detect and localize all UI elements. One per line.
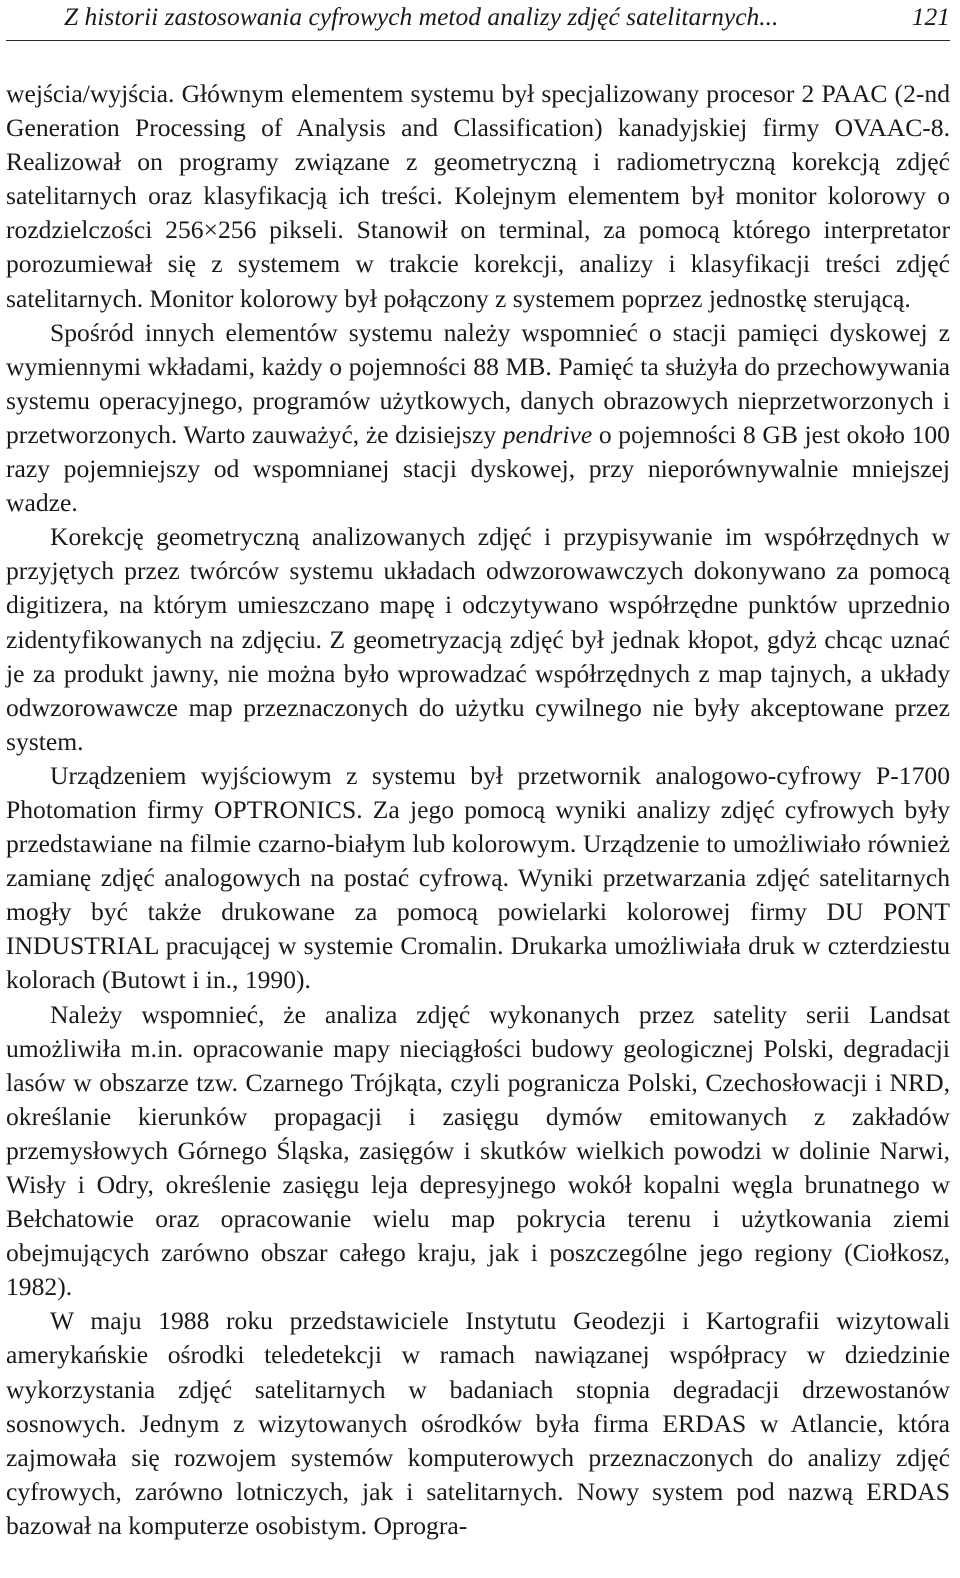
book-page (6, 0, 950, 1543)
page-number: 121 (911, 2, 950, 31)
paragraph-2-text: Spośród innych elementów systemu należy wspomnieć o stacji pamięci dyskowej z wymiennymi wkładami, każdy o pojemności 88 MB. Pamięć ta służyła do przechowywania systemu operacyjnego, programów użytkowych, danych obrazowych nieprzetworzonych i przetworzonych. Warto zauważyć, że dzisiejszy (6, 317, 950, 449)
paragraph-2-tail: o pojemności 8 GB jest około 100 razy pojemniejszy od wspomnianej stacji dyskowej, przy nieporównywalnie mniejszej wadze. (6, 419, 950, 518)
paragraph-1: wejścia/wyjścia. Głównym elementem systemu był specjalizowany procesor 2 PAAC (2-nd Generation Processing of Analysis and Classification) kanadyjskiej firmy OVAAC-8. Realizował on programy związane z geometryczną i radiometryczną korekcją zdjęć satelitarnych oraz klasyfikacją ich treści. Kolejnym elementem był monitor kolorowy o rozdzielczości 256×256 pikseli. Stanowił on terminal, za pomocą którego interpretator porozumiewał się z systemem w trakcie korekcji, analizy i klasyfikacji treści zdjęć satelitarnych. Monitor kolorowy był połączony z systemem poprzez jednostkę sterującą. (6, 79, 950, 313)
paragraph-4: Urządzeniem wyjściowym z systemu był przetwornik analogowo-cyfrowy P-1700 Photomation firmy OPTRONICS. Za jego pomocą wyniki analizy zdjęć cyfrowych były przedstawiane na filmie czarno-białym lub kolorowym. Urządzenie to umożliwiało również zamianę zdjęć analogowych na postać cyfrową. Wyniki przetwarzania zdjęć satelitarnych mogły być także drukowane za pomocą powielarki kolorowej firmy DU PONT INDUSTRIAL pracującej w systemie Cromalin. Drukarka umożliwiała druk w czterdziestu kolorach (Butowt i in., 1990). (6, 760, 950, 995)
paragraph-6: W maju 1988 roku przedstawiciele Instytutu Geodezji i Kartografii wizytowali amerykańskie ośrodki teledetekcji w ramach nawiązanej współpracy w dziedzinie wykorzystania zdjęć satelitarnych w badaniach stopnia degradacji drzewostanów sosnowych. Jednym z wizytowanych ośrodków była firma ERDAS w Atlancie, która zajmowała się rozwojem systemów komputerowych przeznaczonych do analizy zdjęć cyfrowych, zarówno lotniczych, jak i satelitarnych. Nowy system pod nazwą ERDAS bazował na komputerze osobistym. Oprogra- (6, 1306, 950, 1540)
pendrive-term: pendrive (502, 419, 593, 449)
running-header (6, 0, 950, 41)
paragraph-2 (6, 316, 950, 521)
paragraph-3: Korekcję geometryczną analizowanych zdjęć i przypisywanie im współrzędnych w przyjętych przez twórców systemu układach odwzorowawczych dokonywano za pomocą digitizera, na którym umieszczano mapę i odczytywano współrzędne punktów uprzednio zidentyfikowanych na zdjęciu. Z geometryzacją zdjęć był jednak kłopot, gdyż chcąc uznać je za produkt jawny, nie można było wprowadzać współrzędnych z map tajnych, a układy odwzorowawcze map przeznaczonych do użytku cywilnego nie były akceptowane przez system. (6, 522, 950, 756)
running-title: Z historii zastosowania cyfrowych metod analizy zdjęć satelitarnych... (64, 2, 779, 31)
body-text (6, 77, 950, 1543)
paragraph-5: Należy wspomnieć, że analiza zdjęć wykonanych przez satelity serii Landsat umożliwiła m.in. opracowanie mapy nieciągłości budowy geologicznej Polski, degradacji lasów w obszarze tzw. Czarnego Trójkąta, czyli pogranicza Polski, Czechosłowacji i NRD, określanie kierunków propagacji i zasięgu dymów emitowanych z zakładów przemysłowych Górnego Śląska, zasięgów i skutków wielkich powodzi w dolinie Narwi, Wisły i Odry, określenie zasięgu leja depresyjnego wokół kopalni węgla brunatnego w Bełchatowie oraz opracowanie wielu map pokrycia terenu i użytkowania ziemi obejmujących zarówno obszar całego kraju, jak i poszczególne jego regiony (Ciołkosz, 1982). (6, 999, 950, 1302)
